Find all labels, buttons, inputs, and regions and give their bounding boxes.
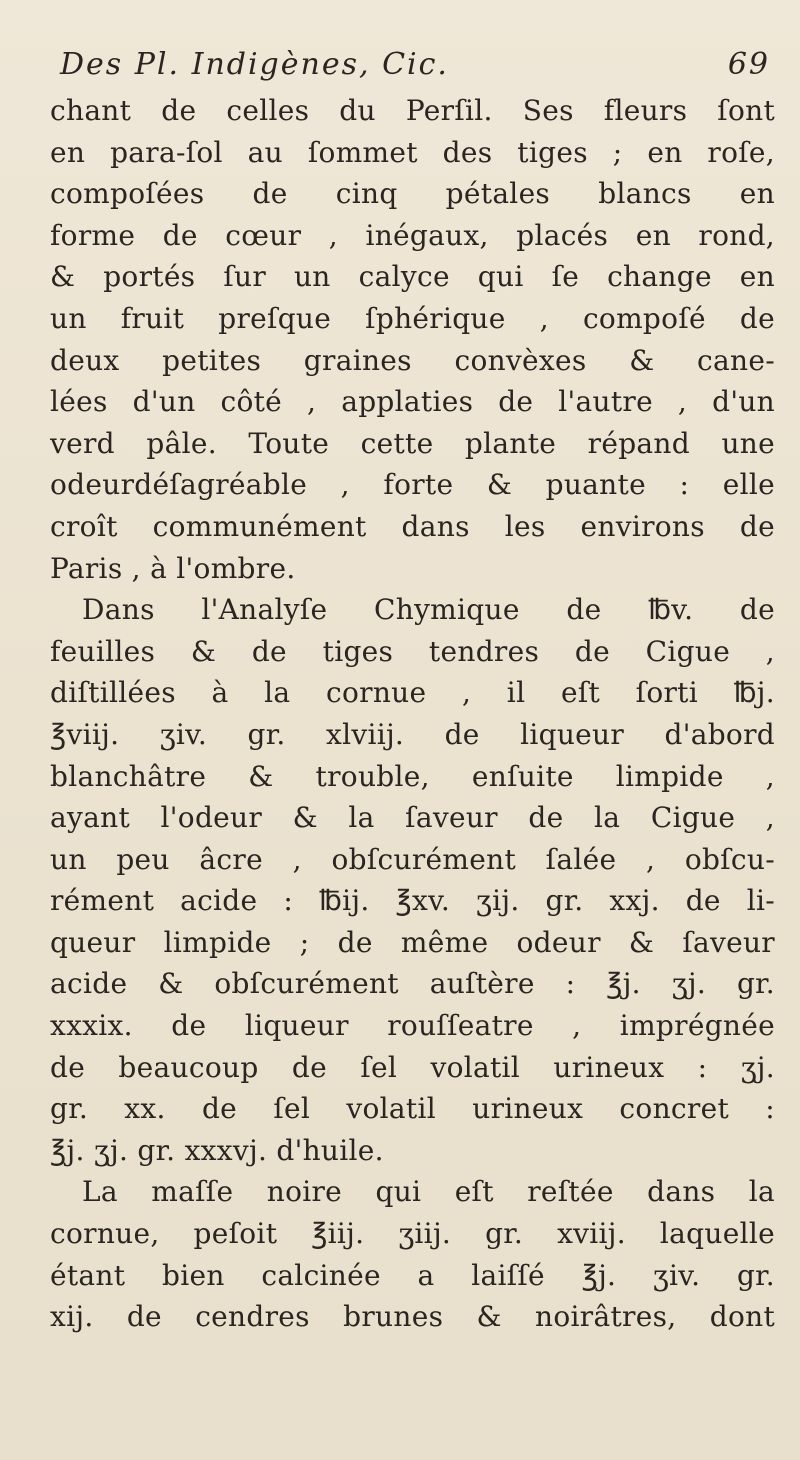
- text-line: rément acide : ℔ij. ℥xv. ʒij. gr. xxj. de li-: [50, 884, 775, 918]
- text-line: deux petites graines convèxes & cane-: [50, 343, 775, 377]
- text-line: lées d'un côté , applaties de l'autre , d'un: [50, 385, 775, 419]
- text-line: ℥j. ʒj. gr. xxxvj. d'huile.: [50, 1133, 384, 1167]
- text-line: feuilles & de tiges tendres de Cigue ,: [50, 634, 775, 668]
- text-line: ayant l'odeur & la ſaveur de la Cigue ,: [50, 801, 775, 835]
- text-line: queur limpide ; de même odeur & ſaveur: [50, 925, 775, 959]
- body-text: [50, 90, 775, 1338]
- text-line: de beaucoup de ſel volatil urineux : ʒj.: [50, 1050, 775, 1084]
- text-line: Dans l'Analyſe Chymique de ℔v. de: [82, 593, 775, 627]
- text-line: un peu âcre , obſcurément ſalée , obſcu-: [50, 842, 775, 876]
- text-line: La maſſe noire qui eſt reſtée dans la: [82, 1175, 775, 1209]
- text-line: Paris , à l'ombre.: [50, 551, 296, 585]
- text-line: ℥viij. ʒiv. gr. xlviij. de liqueur d'abord: [50, 717, 775, 751]
- text-line: chant de celles du Perſil. Ses fleurs ſont: [50, 94, 775, 127]
- text-line: xxxix. de liqueur rouſſeatre , imprégnée: [50, 1009, 775, 1043]
- text-line: en para-ſol au ſommet des tiges ; en roſe,: [50, 135, 775, 169]
- text-line: cornue, peſoit ℥iij. ʒiij. gr. xviij. laquelle: [50, 1217, 775, 1251]
- text-line: & portés ſur un calyce qui ſe change en: [50, 260, 775, 294]
- text-line: diſtillées à la cornue , il eſt ſorti ℔j.: [50, 676, 775, 710]
- text-line: compoſées de cinq pétales blancs en: [50, 177, 775, 211]
- text-line: croît communément dans les environs de: [50, 509, 775, 543]
- text-line: odeurdéſagréable , forte & puante : elle: [50, 468, 775, 502]
- page-number: 69: [727, 47, 770, 82]
- text-line: étant bien calcinée a laiſſé ℥j. ʒiv. gr.: [50, 1258, 775, 1292]
- running-header: [60, 40, 770, 90]
- text-line: blanchâtre & trouble, enſuite limpide ,: [50, 759, 775, 793]
- running-title: Des Pl. Indigènes, Cic.: [60, 47, 449, 82]
- text-line: acide & obſcurément auſtère : ℥j. ʒj. gr.: [50, 967, 775, 1001]
- text-line: xij. de cendres brunes & noirâtres, dont: [50, 1300, 775, 1334]
- text-line: forme de cœur , inégaux, placés en rond,: [50, 218, 775, 252]
- text-line: gr. xx. de ſel volatil urineux concret :: [50, 1092, 775, 1126]
- text-line: un fruit preſque ſphérique , compoſé de: [50, 301, 775, 335]
- text-line: verd pâle. Toute cette plante répand une: [50, 426, 775, 460]
